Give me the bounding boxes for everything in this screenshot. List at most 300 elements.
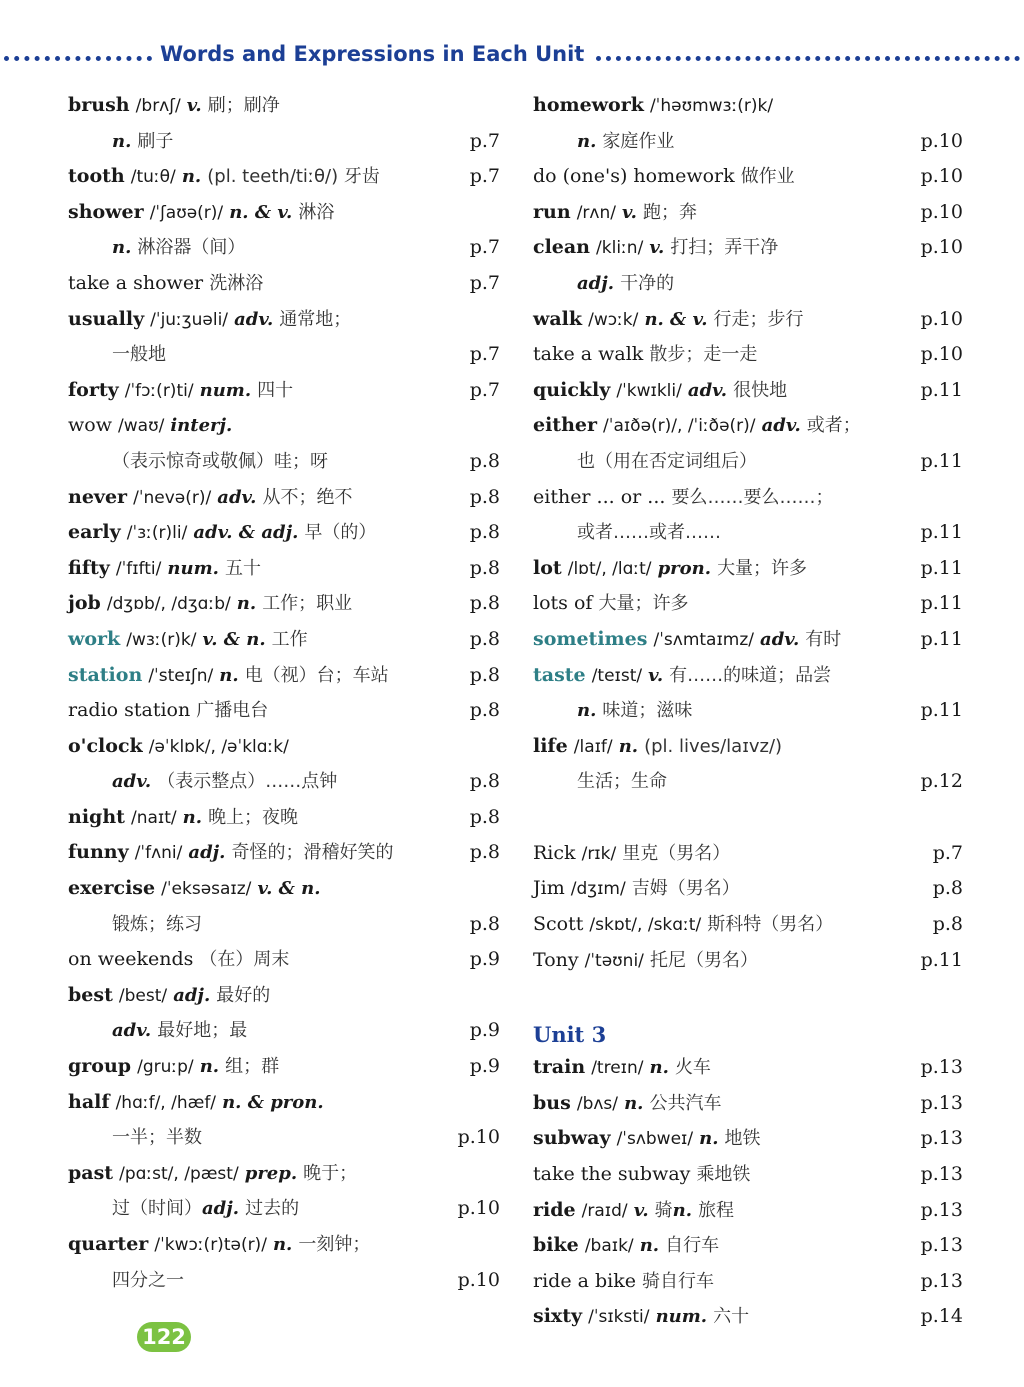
phrase: Tony: [533, 948, 579, 971]
phonetic: /tuːθ/: [130, 167, 176, 188]
phonetic: /ˈeksəsaɪz/: [161, 879, 252, 900]
part-of-speech: adj.: [173, 984, 211, 1006]
vocab-column-left: [68, 88, 500, 1298]
phonetic: /baɪk/: [584, 1236, 634, 1257]
entry-text: [533, 159, 795, 195]
part-of-speech: n.: [182, 806, 203, 828]
meaning: 一半；半数: [112, 1127, 202, 1149]
vocab-entry: [533, 729, 963, 765]
vocab-entry: [68, 266, 500, 302]
entry-text: [68, 124, 173, 160]
vocab-entry: [533, 871, 963, 907]
meaning: 味道；滋味: [602, 700, 693, 722]
headword: early: [68, 521, 121, 544]
vocab-entry: [68, 159, 500, 195]
meaning: 也（用在否定词组后）: [577, 450, 757, 472]
part-of-speech: v.: [633, 1199, 649, 1221]
phonetic: /ˈsteɪʃn/: [148, 665, 214, 686]
entry-text: [533, 1228, 719, 1265]
vocab-entry: [68, 1085, 500, 1121]
entry-text: [68, 586, 352, 623]
entry-text: [68, 1120, 202, 1156]
entry-continuation: [68, 124, 500, 160]
vocab-entry: [533, 1264, 963, 1300]
vocab-entry: [533, 302, 963, 338]
entry-continuation: [68, 444, 500, 480]
entry-text: [68, 764, 337, 800]
entry-text: [68, 1263, 184, 1299]
headword: taste: [533, 663, 586, 686]
entry-text: [68, 1227, 370, 1264]
meaning: （表示惊奇或敬佩）哇；呀: [112, 450, 328, 472]
entry-continuation: [533, 444, 963, 480]
part-of-speech: adj.: [202, 1198, 240, 1220]
entry-text: [68, 1085, 324, 1122]
meaning: 一刻钟；: [298, 1234, 371, 1255]
phonetic: /ˈkwɔː(r)tə(r)/: [154, 1235, 267, 1255]
vocab-entry: [533, 159, 963, 195]
phonetic: /brʌʃ/: [135, 96, 181, 116]
meaning: 里克（男名）: [622, 842, 731, 864]
entry-text: [68, 373, 293, 410]
headword: group: [68, 1055, 132, 1078]
entry-text: [533, 907, 833, 944]
meaning: 通常地；: [279, 308, 352, 330]
page-ref: p.14: [920, 1305, 963, 1328]
vocab-entry: [533, 907, 963, 943]
page-ref: p.13: [920, 1163, 963, 1186]
entry-continuation: [68, 337, 500, 373]
page-ref: p.10: [457, 1268, 500, 1291]
dotted-rule-right: [596, 56, 1020, 61]
meaning: 四分之一: [112, 1269, 184, 1291]
entry-text: [533, 373, 787, 410]
part-of-speech: n.: [639, 1235, 660, 1257]
phonetic: /ˈʃaʊə(r)/: [149, 202, 224, 223]
meaning: 有时: [805, 628, 842, 650]
page-ref: p.10: [920, 236, 963, 259]
entry-text: [533, 693, 692, 729]
vocab-entry: [68, 622, 500, 658]
meaning: 要么……要么……；: [671, 486, 834, 508]
entry-text: [533, 124, 674, 160]
meaning: 行走；步行: [713, 308, 804, 330]
part-of-speech: adv.: [760, 628, 800, 650]
headword: quarter: [68, 1233, 149, 1255]
part-of-speech: adv.: [217, 486, 257, 508]
phonetic: /best/: [118, 985, 168, 1006]
vocab-entry: [533, 943, 963, 979]
meaning: 跑；奔: [642, 201, 697, 223]
entry-text: [68, 907, 202, 943]
page-ref: p.13: [920, 1091, 963, 1114]
page-ref: p.13: [920, 1127, 963, 1150]
meaning: 工作；职业: [262, 593, 353, 615]
phonetic: /dʒɒb/, /dʒɑːb/: [106, 594, 231, 615]
page-ref: p.7: [469, 271, 500, 294]
vocab-entry: [533, 1228, 963, 1264]
entry-text: [68, 729, 289, 766]
meaning: 散步；走一走: [649, 344, 758, 366]
part-of-speech: num.: [655, 1306, 708, 1328]
part-of-speech: adv.: [234, 308, 274, 330]
phonetic: /hɑːf/, /hæf/: [115, 1092, 217, 1113]
vocab-entry: [533, 836, 963, 872]
entry-text: [533, 1050, 711, 1087]
part-of-speech: n.: [236, 593, 257, 615]
phrase: either ... or ...: [533, 485, 666, 508]
vocab-entry: [68, 693, 500, 729]
page-ref: p.10: [920, 129, 963, 152]
meaning: 一般地: [112, 344, 166, 366]
entry-text: [68, 1049, 279, 1086]
entry-text: [68, 1191, 299, 1227]
meaning: 过（时间）: [112, 1198, 202, 1220]
unit-heading: Unit 3: [533, 1022, 607, 1048]
page-ref: p.7: [469, 343, 500, 366]
entry-text: [533, 943, 758, 980]
page-ref: p.8: [469, 699, 500, 722]
page-ref: p.8: [469, 912, 500, 935]
page-ref: p.9: [469, 1055, 500, 1078]
page-ref: p.11: [920, 627, 963, 650]
phrase: Scott: [533, 913, 584, 936]
phonetic: /ˈfɔː(r)ti/: [124, 380, 194, 401]
part-of-speech: n.: [112, 237, 132, 259]
entry-text: [533, 871, 740, 908]
page-ref: p.13: [920, 1198, 963, 1221]
entry-text: [533, 1299, 749, 1336]
entry-text: [533, 480, 833, 516]
dotted-rule-left: [4, 56, 152, 61]
phonetic: /ˈfʌni/: [134, 843, 183, 864]
meaning: 晚上；夜晚: [208, 806, 299, 828]
phonetic: /kliːn/: [596, 238, 644, 259]
meaning: 四十: [257, 379, 294, 401]
vocab-entry: [68, 551, 500, 587]
entry-text: [533, 1264, 714, 1300]
page-ref: p.11: [920, 449, 963, 472]
phonetic: /ˈsʌbweɪ/: [616, 1129, 694, 1150]
vocab-entry: [68, 835, 500, 871]
meaning: 广播电台: [196, 700, 269, 722]
entry-text: [68, 88, 280, 125]
headword: tooth: [68, 165, 125, 188]
phonetic: /lɒt/, /lɑːt/: [567, 558, 652, 579]
vocab-entry: [68, 373, 500, 409]
page-ref: p.9: [469, 948, 500, 971]
phonetic: /ˈɜː(r)li/: [126, 523, 188, 544]
headword: life: [533, 734, 568, 757]
meaning: 乘地铁: [696, 1164, 751, 1186]
entry-text: [68, 622, 308, 659]
headword: sixty: [533, 1305, 583, 1328]
part-of-speech: pron.: [657, 557, 712, 579]
page-ref: p.9: [469, 1019, 500, 1042]
phonetic: /rʌn/: [576, 202, 616, 223]
meaning: 有……的味道；品尝: [669, 664, 832, 686]
phonetic: /ˈsɪksti/: [588, 1307, 650, 1328]
entry-text: [533, 230, 778, 267]
headword: bike: [533, 1234, 579, 1257]
page-ref: p.13: [920, 1234, 963, 1257]
part-of-speech: n. & pron.: [222, 1091, 324, 1113]
headword: job: [68, 592, 101, 615]
meaning: 公共汽车: [649, 1092, 722, 1114]
headword: usually: [68, 307, 145, 330]
entry-text: [533, 658, 831, 695]
entry-text: [68, 480, 353, 517]
vocab-entry: [68, 586, 500, 622]
page-ref: p.11: [920, 699, 963, 722]
entry-continuation: [533, 266, 963, 302]
entry-text: [68, 942, 289, 978]
entry-continuation: [68, 1120, 500, 1156]
entry-continuation: [533, 124, 963, 160]
entry-text: [533, 1086, 721, 1123]
page-ref: p.8: [932, 877, 963, 900]
phonetic: /wɜː(r)k/: [126, 629, 197, 650]
vocab-entry: [533, 408, 963, 444]
headword: best: [68, 983, 113, 1006]
meaning: 淋浴器（间）: [137, 237, 246, 259]
vocab-entry: [533, 551, 963, 587]
vocab-entry: [533, 337, 963, 373]
vocab-column-right: [533, 88, 963, 1335]
part-of-speech: v.: [648, 664, 664, 686]
part-of-speech: v. & n.: [257, 878, 321, 900]
phonetic: /skɒt/, /skɑːt/: [589, 915, 702, 936]
entry-text: [533, 266, 674, 302]
entry-text: [68, 871, 321, 908]
meaning: (pl. teeth/tiːθ/) 牙齿: [207, 166, 380, 188]
phrase: take a shower: [68, 271, 204, 294]
entry-text: [68, 515, 376, 552]
phrase: wow: [68, 414, 112, 437]
headword: never: [68, 485, 128, 508]
entry-text: [533, 444, 757, 480]
page-ref: p.11: [920, 592, 963, 615]
page-number-badge: 122: [137, 1322, 191, 1352]
phrase: radio station: [68, 699, 191, 722]
vocab-entry: [533, 1121, 963, 1157]
headword: lot: [533, 556, 562, 579]
entry-text: [533, 302, 804, 339]
meaning: 大量；许多: [598, 593, 689, 615]
headword: either: [533, 414, 597, 437]
meaning: 刷子: [137, 130, 174, 152]
part-of-speech: n.: [624, 1092, 644, 1114]
entry-continuation: [533, 515, 963, 551]
meaning: 做作业: [740, 166, 795, 188]
meaning: 电（视）台；车站: [244, 664, 389, 686]
phonetic: /wɔːk/: [588, 309, 639, 330]
vocab-entry: [533, 373, 963, 409]
entry-continuation: [68, 764, 500, 800]
phonetic: /teɪst/: [591, 665, 643, 686]
phonetic: /raɪd/: [581, 1200, 628, 1221]
headword: work: [68, 627, 121, 650]
meaning: （表示整点）……点钟: [157, 771, 338, 793]
entry-text: [533, 836, 730, 873]
phonetic: /ˈfɪfti/: [115, 558, 162, 579]
vocab-entry: [533, 230, 963, 266]
part-of-speech: adv.: [112, 771, 152, 793]
headword: walk: [533, 307, 583, 330]
vocab-entry: [68, 729, 500, 765]
entry-text: [68, 230, 245, 266]
vocab-entry: [533, 88, 963, 124]
entry-text: [68, 551, 261, 588]
part-of-speech: n.: [577, 130, 597, 152]
part-of-speech: adv.: [112, 1020, 152, 1042]
page-ref: p.10: [920, 165, 963, 188]
part-of-speech: v.: [649, 237, 665, 259]
meaning: 骑: [654, 1199, 673, 1221]
part-of-speech: num.: [167, 557, 219, 579]
entry-text: [533, 515, 721, 551]
phonetic: /dʒɪm/: [570, 879, 626, 900]
phonetic: /naɪt/: [130, 807, 177, 828]
meaning: 干净的: [620, 272, 675, 294]
headword: o'clock: [68, 734, 143, 757]
page-ref: p.8: [469, 770, 500, 793]
phrase: on weekends: [68, 948, 194, 971]
part-of-speech: n.: [112, 130, 132, 152]
meaning: (pl. lives/laɪvz/): [644, 735, 783, 757]
entry-continuation: [533, 693, 963, 729]
part-of-speech: n. & v.: [644, 308, 708, 330]
page-ref: p.8: [469, 805, 500, 828]
part-of-speech: n.: [699, 1128, 719, 1150]
part-of-speech: n.: [618, 735, 639, 757]
page-ref: p.7: [469, 236, 500, 259]
phonetic: /laɪf/: [573, 736, 613, 757]
entry-text: [533, 586, 688, 622]
entry-text: [68, 1013, 247, 1049]
vocab-entry: [68, 942, 500, 978]
entry-continuation: [533, 764, 963, 800]
meaning: 火车: [674, 1057, 711, 1079]
page-ref: p.8: [469, 485, 500, 508]
page-ref: p.7: [469, 378, 500, 401]
vocab-entry: [68, 658, 500, 694]
entry-continuation: [68, 1191, 500, 1227]
part-of-speech: v.: [622, 201, 637, 223]
headword: homework: [533, 94, 644, 116]
page-ref: p.10: [457, 1126, 500, 1149]
phrase: take a walk: [533, 343, 644, 366]
meaning: 锻炼；练习: [112, 913, 202, 935]
entry-text: [533, 1193, 734, 1230]
page-ref: p.10: [920, 200, 963, 223]
part-of-speech: n.: [199, 1056, 220, 1078]
headword: shower: [68, 200, 144, 223]
entry-continuation: [68, 1263, 500, 1299]
meaning: 斯科特（男名）: [707, 914, 834, 936]
headword: brush: [68, 94, 130, 116]
meaning: 早（的）: [304, 522, 377, 544]
entry-text: [68, 444, 328, 480]
part-of-speech: n. & v.: [229, 201, 293, 223]
page-ref: p.12: [920, 770, 963, 793]
phrase: do (one's) homework: [533, 165, 735, 188]
part-of-speech: n.: [672, 1199, 693, 1221]
entry-text: [68, 266, 263, 302]
vocab-entry: [533, 586, 963, 622]
page-ref: p.8: [469, 841, 500, 864]
entry-text: [533, 88, 773, 125]
part-of-speech: v.: [186, 95, 202, 116]
meaning: 最好地；最: [157, 1020, 248, 1042]
phrase: Jim: [533, 877, 565, 900]
entry-continuation: [68, 907, 500, 943]
meaning: 五十: [224, 557, 261, 579]
entry-text: [68, 978, 270, 1015]
page-ref: p.13: [920, 1056, 963, 1079]
meaning: （在）周末: [199, 949, 290, 971]
meaning: 洗淋浴: [209, 272, 264, 294]
entry-text: [533, 764, 667, 800]
spacer: [533, 800, 963, 836]
headword: half: [68, 1090, 110, 1113]
headword: station: [68, 663, 143, 686]
headword: ride: [533, 1198, 576, 1221]
page-ref: p.11: [920, 556, 963, 579]
phonetic: /rɪk/: [581, 843, 617, 864]
entry-continuation: [68, 230, 500, 266]
page-ref: p.7: [469, 129, 500, 152]
page-ref: p.8: [932, 913, 963, 936]
vocab-entry: [533, 1193, 963, 1229]
meaning: 奇怪的；滑稽好笑的: [231, 842, 394, 864]
vocab-entry: [68, 871, 500, 907]
vocab-entry: [533, 195, 963, 231]
vocab-entry: [68, 515, 500, 551]
vocab-entry: [68, 800, 500, 836]
part-of-speech: prep.: [244, 1162, 298, 1184]
vocab-entry: [68, 88, 500, 124]
meaning: 组；群: [225, 1056, 280, 1078]
entry-text: [68, 302, 351, 339]
meaning: 工作: [271, 628, 308, 650]
headword: subway: [533, 1127, 611, 1150]
phonetic: /ˈkwɪkli/: [616, 380, 682, 401]
headword: sometimes: [533, 627, 648, 650]
vocab-entry: [533, 658, 963, 694]
meaning: 生活；生命: [577, 771, 667, 793]
meaning: 最好的: [216, 984, 271, 1006]
page-ref: p.11: [920, 521, 963, 544]
vocab-entry: [68, 978, 500, 1014]
entry-text: [68, 658, 389, 695]
entry-text: [68, 693, 268, 729]
phonetic: /ˈnevə(r)/: [133, 487, 212, 508]
meaning: 自行车: [665, 1235, 720, 1257]
part-of-speech: n.: [219, 664, 239, 686]
entry-text: [533, 408, 861, 445]
entry-text: [68, 800, 298, 837]
entry-text: [68, 1156, 357, 1193]
meaning: 大量；许多: [717, 557, 808, 579]
meaning: 过去的: [245, 1198, 300, 1220]
headword: fifty: [68, 556, 110, 579]
page-ref: p.8: [469, 663, 500, 686]
headword: train: [533, 1056, 586, 1079]
meaning: 六十: [713, 1306, 750, 1328]
headword: clean: [533, 236, 590, 259]
meaning: 刷；刷净: [207, 95, 280, 116]
